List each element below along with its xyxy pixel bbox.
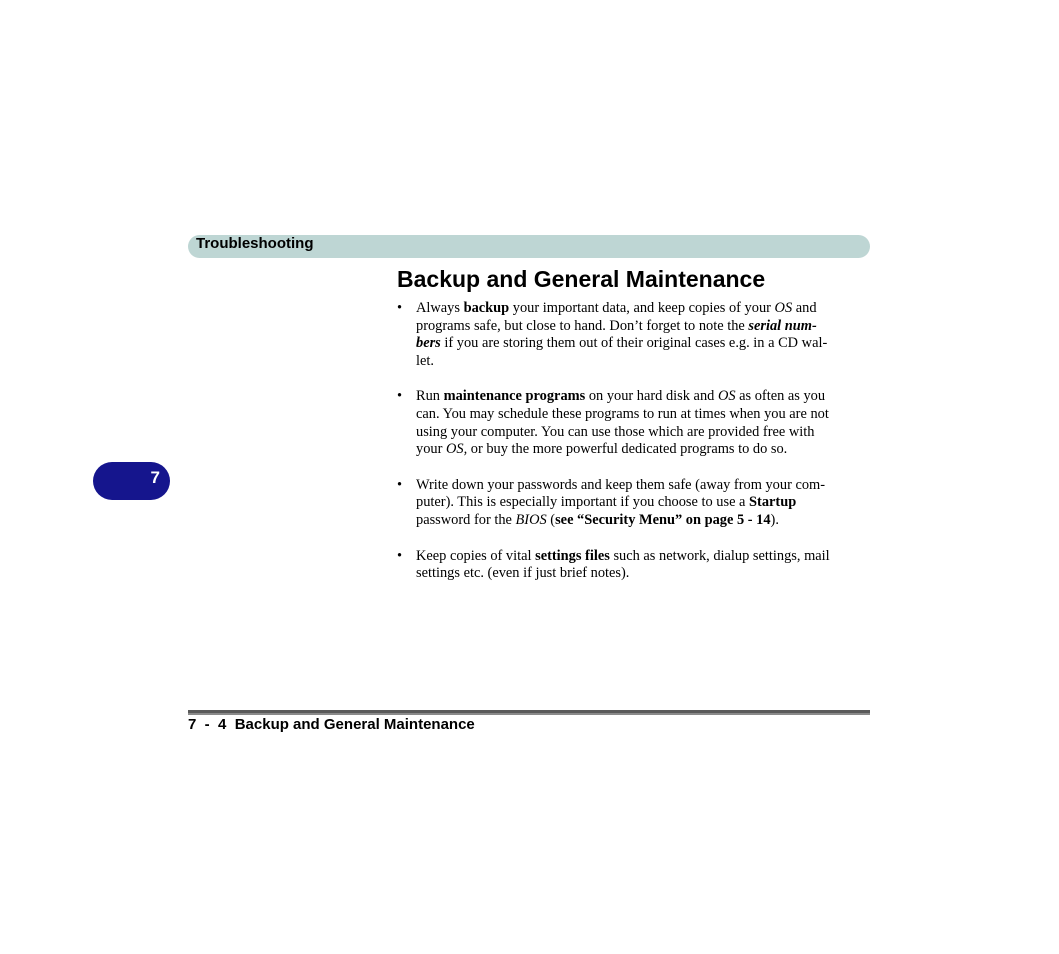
text: ( [546, 511, 556, 528]
text: such as network, dialup settings, mail settings etc. (even if just brief notes). [416, 547, 830, 582]
maintenance-tips-list [397, 300, 837, 601]
footer-title: Backup and General Maintenance [234, 716, 475, 733]
chapter-number: 7 [150, 468, 160, 487]
text: Keep copies of vital [416, 547, 536, 564]
page-title: Backup and General Maintenance [397, 266, 766, 292]
text: or buy the more powerful dedicated programs to do so. [467, 441, 788, 458]
emphasis: OS [717, 388, 736, 405]
emphasis: backup [463, 300, 510, 316]
list-item [397, 548, 837, 583]
emphasis: BIOS [515, 511, 547, 528]
emphasis: Startup [749, 494, 797, 511]
text: and programs safe, but close to hand. Don’t forget to note the [416, 300, 817, 334]
chapter-tab [93, 462, 170, 500]
emphasis: serial num-bers [416, 317, 817, 352]
page-number: 7 - 4 [188, 716, 227, 733]
text: Always [416, 300, 464, 316]
text: if you are storing them out of their original cases e.g. in a CD wal-let. [416, 335, 828, 369]
text: password for the [416, 511, 516, 528]
emphasis: OS [774, 300, 793, 316]
footer [188, 716, 475, 734]
emphasis: settings files [535, 547, 610, 564]
text: as often as you can. You may schedule these programs to run at times when you are not using your computer. You can use those which are provided free with your [416, 388, 829, 458]
text: ). [770, 511, 779, 528]
emphasis: maintenance programs [443, 388, 586, 405]
emphasis: OS, [445, 441, 468, 458]
section-header-bar [188, 235, 870, 258]
bullet-icon: • [397, 476, 403, 493]
list-item [397, 300, 837, 370]
bullet-icon: • [397, 547, 403, 564]
text: Write down your passwords and keep them safe (away from your com-puter). This is especially important if you choose to use a [416, 476, 826, 511]
list-item [397, 477, 837, 530]
footer-divider-shade [188, 710, 870, 713]
text: on your hard disk and [585, 388, 718, 405]
cross-reference: see “Security Menu” on page 5 - 14 [555, 511, 771, 528]
text: your important data, and keep copies of your [509, 300, 775, 316]
bullet-icon: • [397, 300, 403, 316]
section-header-label: Troubleshooting [196, 235, 314, 252]
text: Run [416, 388, 444, 405]
bullet-icon: • [397, 388, 403, 405]
list-item [397, 388, 837, 458]
